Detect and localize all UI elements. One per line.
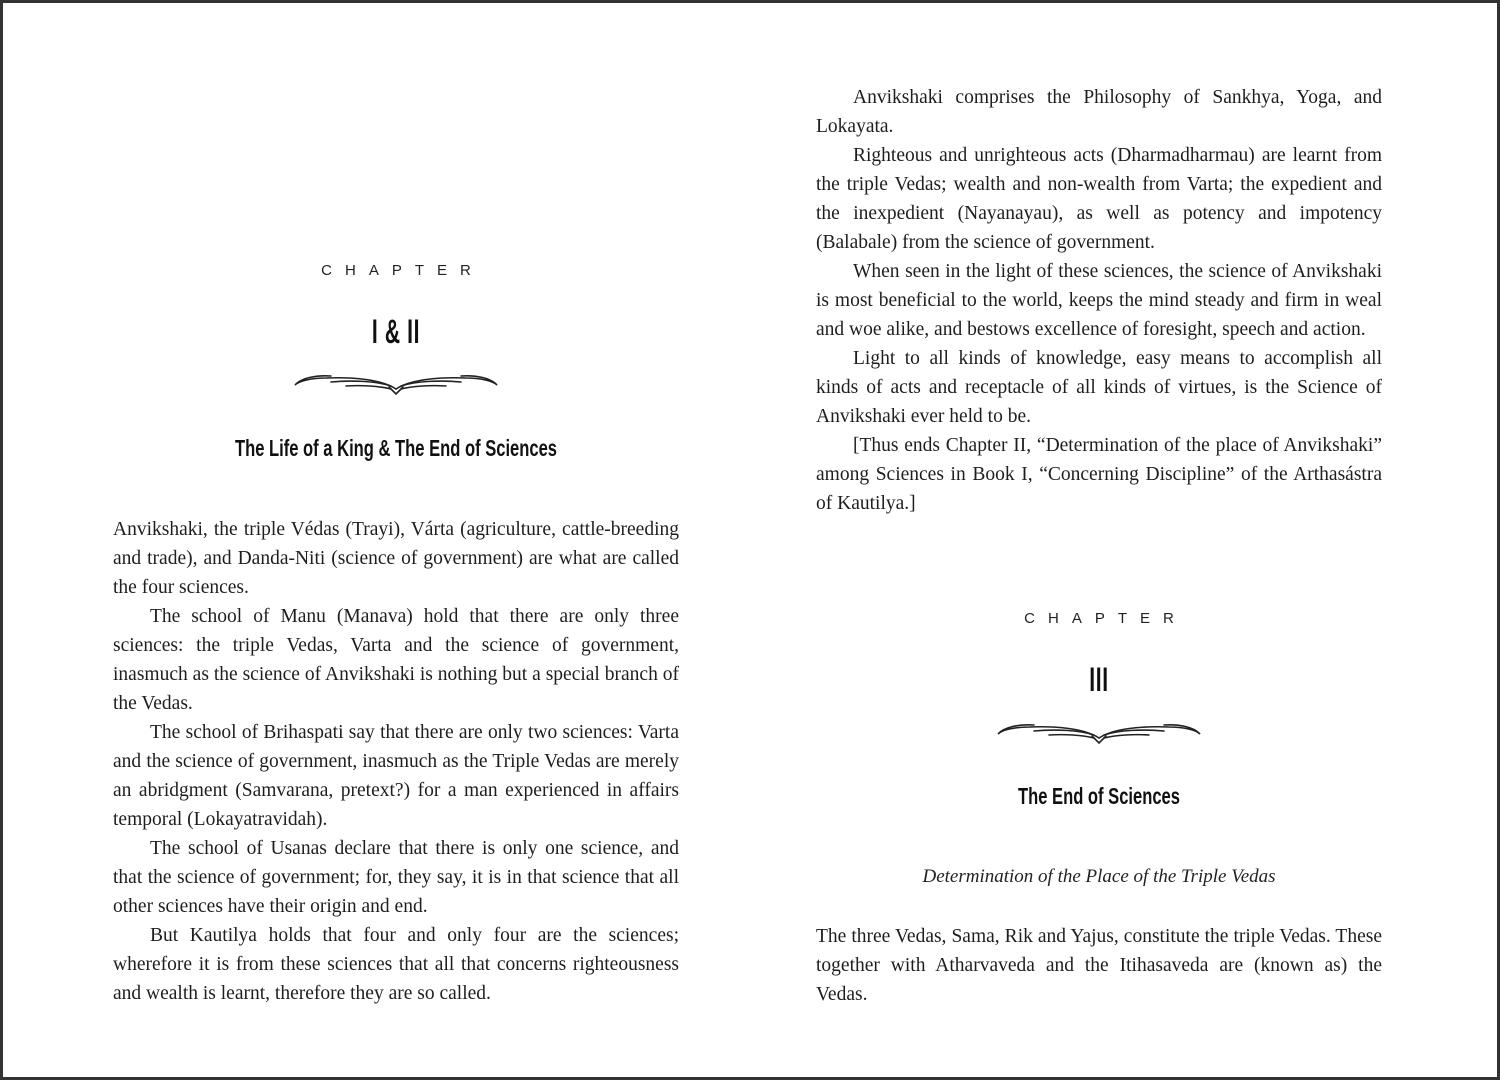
paragraph: Anvikshaki, the triple Védas (Trayi), Várta (agriculture, cattle-breeding and trade), and Danda-Niti (science of government) are what are called the four sciences. <box>113 519 679 598</box>
paragraph: [Thus ends Chapter II, “Determination of the place of Anvikshaki” among Sciences in Book I, “Concerning Discipline” of the Arthasástra of Kautilya.] <box>816 435 1382 514</box>
body-text <box>816 83 1382 518</box>
body-text <box>816 922 1382 1009</box>
paragraph: The three Vedas, Sama, Rik and Yajus, constitute the triple Vedas. These together with Atharvaveda and the Itihasaveda are (known as) the Vedas. <box>816 926 1382 1005</box>
chapter-number: I & II <box>371 313 421 351</box>
paragraph: Light to all kinds of knowledge, easy means to accomplish all kinds of acts and receptacle of all kinds of virtues, is the Science of Anvikshaki ever held to be. <box>816 348 1382 427</box>
flourish-ornament-icon <box>291 367 501 397</box>
left-page <box>113 3 679 1077</box>
paragraph: Righteous and unrighteous acts (Dharmadharmau) are learnt from the triple Vedas; wealth and non-wealth from Varta; the expedient and the inexpedient (Nayanayau), as well as potency and impotency (Balabale) from the science of government. <box>816 145 1382 253</box>
section-subheading: Determination of the Place of the Triple Vedas <box>922 866 1276 887</box>
body-text <box>113 515 679 1008</box>
flourish-ornament-icon <box>994 716 1204 746</box>
paragraph: When seen in the light of these sciences, the science of Anvikshaki is most beneficial to the world, keeps the mind steady and firm in weal and woe alike, and bestows excellence of foresight, speech and action. <box>816 261 1382 340</box>
chapter-title: The End of Sciences <box>1018 783 1180 809</box>
paragraph: The school of Manu (Manava) hold that there are only three sciences: the triple Vedas, Varta and the science of government, inasmuch as the science of Anvikshaki is nothing but a special branch of the Vedas. <box>113 606 679 714</box>
paragraph: Anvikshaki comprises the Philosophy of Sankhya, Yoga, and Lokayata. <box>816 87 1382 137</box>
right-page <box>816 3 1382 1077</box>
chapter-title: The Life of a King & The End of Sciences <box>234 435 558 461</box>
paragraph: But Kautilya holds that four and only four are the sciences; wherefore it is from these sciences that all that concerns righteousness and wealth is learnt, therefore they are so called. <box>113 925 679 1004</box>
chapter-label: CHAPTER <box>321 262 484 279</box>
chapter-number: III <box>1089 661 1109 699</box>
paragraph: The school of Usanas declare that there is only one science, and that the science of government; for, they say, it is in that science that all other sciences have their origin and end. <box>113 838 679 917</box>
paragraph: The school of Brihaspati say that there are only two sciences: Varta and the science of government, inasmuch as the Triple Vedas are merely an abridgment (Samvarana, pretext?) for a man experienced in affairs temporal (Lokayatravidah). <box>113 722 679 830</box>
chapter-label: CHAPTER <box>1024 610 1187 627</box>
